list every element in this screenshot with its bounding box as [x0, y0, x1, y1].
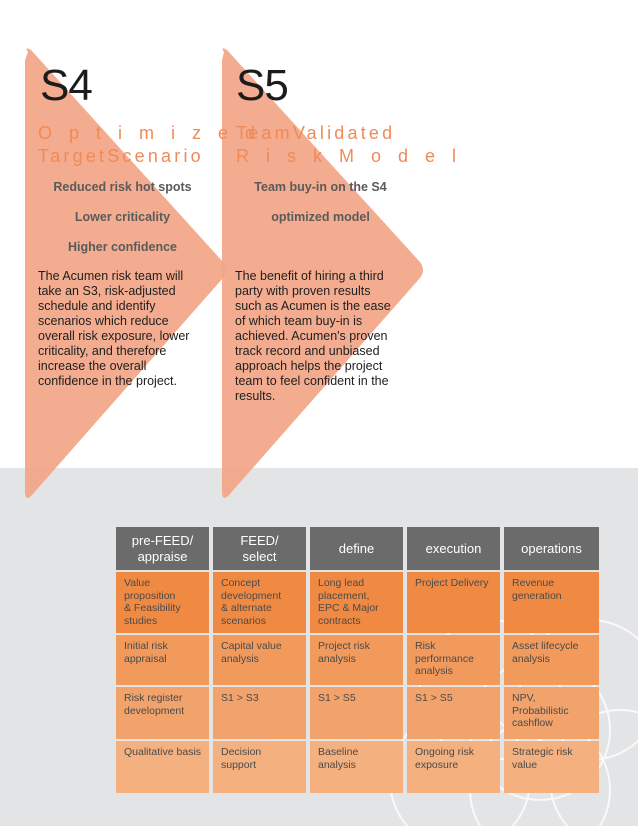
table-cell: Project Delivery [407, 572, 500, 633]
s5-description: The benefit of hiring a third party with proven results such as Acumen is the ease of which team buy-in is achieved. Acumen's proven track record and unbiased approach helps the project team to feel confident in the results. [235, 269, 391, 403]
stage-title-s5-line1: TeamValidated [236, 123, 396, 143]
s4-bullet: Lower criticality [74, 210, 171, 224]
table-cell: Strategic risk value [504, 741, 599, 793]
table-cell: Long lead placement, EPC & Major contracts [310, 572, 403, 633]
s4-bullet: Reduced risk hot spots [53, 180, 192, 194]
table-cell: Ongoing risk exposure [407, 741, 500, 793]
phase-header: pre-FEED/ appraise [116, 527, 209, 570]
table-cell: Concept development & alternate scenarios [213, 572, 306, 633]
phase-header: operations [504, 527, 599, 570]
phase-header: define [310, 527, 403, 570]
table-cell: S1 > S5 [407, 687, 500, 739]
table-cell: Value proposition & Feasibility studies [116, 572, 209, 633]
stage-title-s4-line2: TargetScenario [38, 146, 204, 166]
table-cell: Baseline analysis [310, 741, 403, 793]
phase-header: execution [407, 527, 500, 570]
table-cell: Project risk analysis [310, 635, 403, 685]
table-cell: Initial risk appraisal [116, 635, 209, 685]
table-cell: Risk performance analysis [407, 635, 500, 685]
table-cell: Decision support [213, 741, 306, 793]
table-cell: Risk register development [116, 687, 209, 739]
stage-code-s4: S4 [40, 61, 92, 110]
table-cell: Revenue generation [504, 572, 599, 633]
stage-title-s4-line1: O p t i m i z e d [38, 123, 262, 143]
s4-description: The Acumen risk team will take an S3, risk-adjusted schedule and identify scenarios which reduce overall risk exposure, lower criticality, and therefore increase the overall confidence in the project. [38, 269, 190, 388]
s5-bullet: Team buy-in on the S4 [254, 180, 387, 194]
table-cell: S1 > S3 [213, 687, 306, 739]
phase-header: FEED/ select [213, 527, 306, 570]
table-cell: Asset lifecycle analysis [504, 635, 599, 685]
table-cell: NPV, Probabilistic cashflow [504, 687, 599, 739]
table-cell: Capital value analysis [213, 635, 306, 685]
s5-bullet: optimized model [271, 210, 370, 224]
stage-title-s5-line2: R i s k M o d e l [236, 146, 463, 166]
stage-code-s5: S5 [236, 61, 288, 110]
table-cell: Qualitative basis [116, 741, 209, 793]
s4-bullet: Higher confidence [67, 240, 178, 254]
table-cell: S1 > S5 [310, 687, 403, 739]
